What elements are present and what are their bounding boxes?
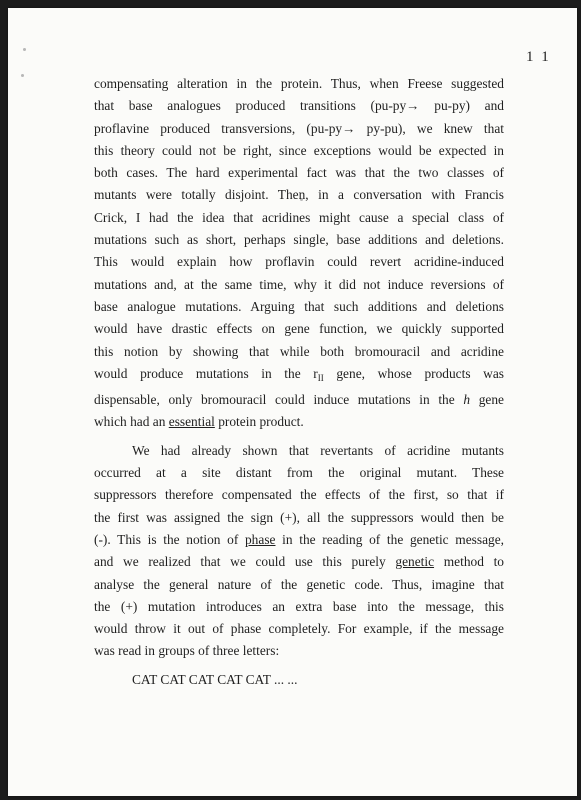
text-segment: protein product. <box>214 414 304 430</box>
text-line: would throw it out of phase completely. For example, if the message <box>94 621 504 637</box>
underlined-word: essential <box>168 414 215 430</box>
text-segment: method to <box>434 554 505 570</box>
text-line: was read in groups of three letters: <box>94 643 280 659</box>
text-line: We had already shown that revertants of acridine mutants <box>132 442 504 458</box>
text-line-genetic <box>94 551 504 573</box>
text-segment: gene, whose products was <box>323 365 504 381</box>
body-text <box>94 73 504 691</box>
text-segment: (-). This is the notion of <box>94 531 245 547</box>
text-line-essential <box>94 411 504 433</box>
text-line: this notion by showing that while both bromouracil and acridine <box>94 343 504 359</box>
text-segment: in the reading of the genetic message, <box>275 531 504 547</box>
text-line-h-gene <box>94 389 504 411</box>
text-line: analyse the general nature of the genetic code. Thus, imagine that <box>94 576 504 592</box>
text-line: proflavine produced transversions, (pu-py→ py-pu), we knew that <box>94 120 504 136</box>
paragraph-2 <box>94 440 504 663</box>
text-segment: dispensable, only bromouracil could induce mutations in the <box>94 392 464 408</box>
text-line: mutations and, at the same time, why it did not induce reversions of <box>94 276 504 292</box>
text-line: mutations such as short, perhaps single, base additions and deletions. <box>94 232 504 248</box>
text-line: Crick, I had the idea that acridines might cause a special class of <box>94 209 504 225</box>
text-line: occurred at a site distant from the original mutant. These <box>94 465 504 481</box>
paper-speck <box>23 48 26 51</box>
text-line: would have drastic effects on gene function, we quickly supported <box>94 321 504 337</box>
text-line: this theory could not be right, since exceptions would be expected in <box>94 142 504 158</box>
text-line: compensating alteration in the protein. Thus, when Freese suggested <box>94 76 504 91</box>
italic-gene-name: h <box>463 392 471 408</box>
text-line: that base analogues produced transitions (pu-py→ pu-py) and <box>94 98 504 114</box>
text-segment: and we realized that we could use this purely <box>94 554 396 570</box>
text-line: the (+) mutation introduces an extra base into the message, this <box>94 598 504 614</box>
text-line-phase <box>94 529 504 551</box>
underlined-word: genetic <box>395 554 435 570</box>
text-line: the first was assigned the sign (+), all the suppressors would then be <box>94 509 504 525</box>
text-segment: would produce mutations in the r <box>94 365 318 381</box>
page-number: 1 1 <box>526 49 551 65</box>
text-line: base analogue mutations. Arguing that such additions and deletions <box>94 298 504 314</box>
codon-example: CAT CAT CAT CAT CAT ... ... <box>132 671 298 687</box>
text-line-rii <box>94 363 504 389</box>
paragraph-1 <box>94 73 504 434</box>
text-segment: gene <box>470 392 504 408</box>
paper-speck <box>21 74 24 77</box>
subscript-roman-numeral: II <box>317 372 324 383</box>
text-segment: which had an <box>94 414 169 430</box>
text-line: suppressors therefore compensated the effects of the first, so that if <box>94 487 504 503</box>
text-line: mutants were totally disjoint. Then, in a conversation with Francis <box>94 187 504 203</box>
text-line: both cases. The hard experimental fact was that the two classes of <box>94 165 504 181</box>
underlined-word: phase <box>244 531 276 547</box>
text-line: This would explain how proflavin could revert acridine-induced <box>94 254 504 270</box>
